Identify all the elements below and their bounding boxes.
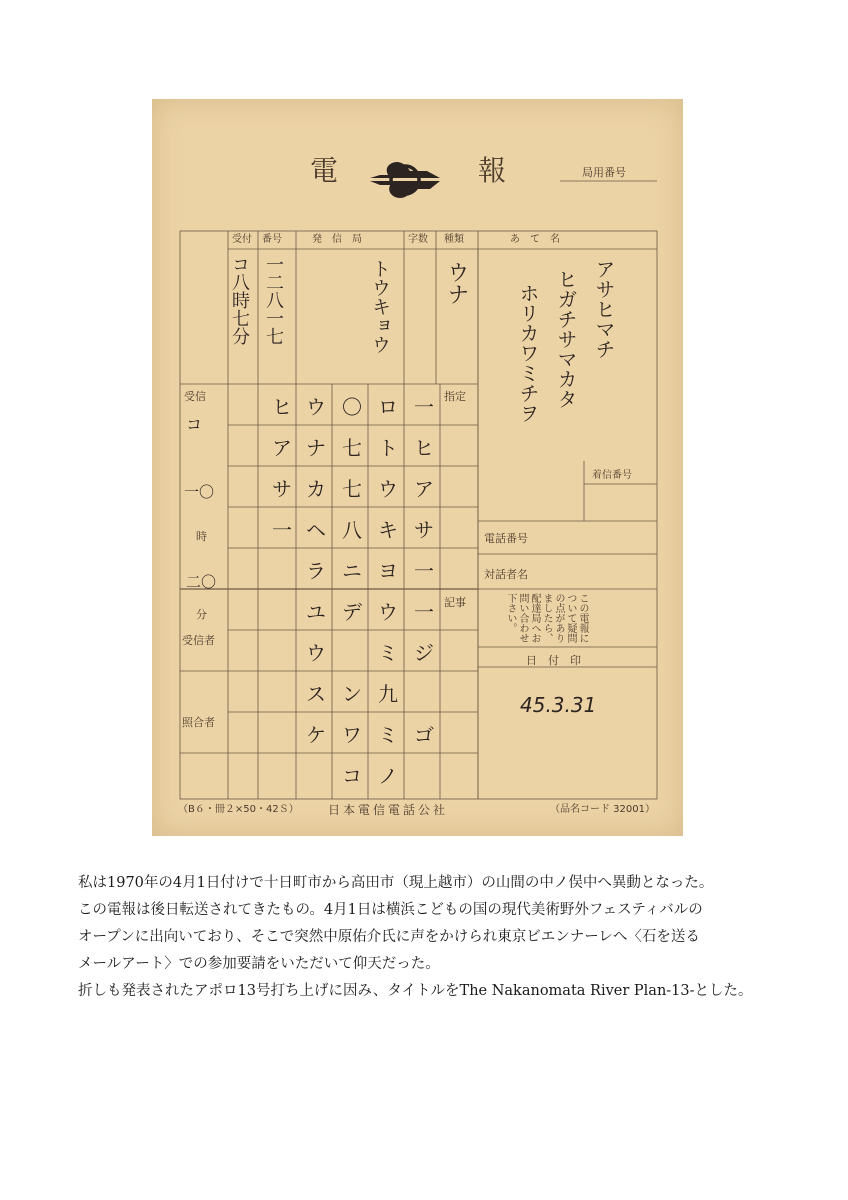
recipient-line-3: ホリカワミチヲ bbox=[516, 283, 540, 423]
label-denwa-bangou: 電話番号 bbox=[484, 532, 528, 545]
caption-line: 折しも発表されたアポロ13号打ち上げに因み、タイトルをThe Nakanomata River Plan-13-とした。 bbox=[78, 983, 753, 999]
grid-char: ナ bbox=[306, 436, 326, 460]
grid-char: 九 bbox=[378, 682, 398, 706]
grid-char: キ bbox=[378, 518, 398, 542]
grid-char: ゴ bbox=[414, 723, 434, 747]
grid-char: サ bbox=[414, 518, 434, 542]
grid-char: ト bbox=[378, 436, 398, 460]
grid-char: カ bbox=[306, 477, 326, 501]
grid-char: 七 bbox=[342, 436, 362, 460]
label-kiji: 記事 bbox=[444, 596, 466, 609]
label-chakushin-bangou: 着信番号 bbox=[592, 470, 632, 481]
grid-char: ミ bbox=[378, 723, 398, 747]
grid-char: コ bbox=[342, 764, 362, 788]
grid-char: ウ bbox=[306, 641, 326, 665]
caption-line: 私は1970年の4月1日付けで十日町市から高田市（現上越市）の山間の中ノ俣中へ異動となった。 bbox=[78, 875, 714, 891]
grid-char: ニ bbox=[342, 559, 362, 583]
grid-char: サ bbox=[272, 477, 292, 501]
label-minute-digit: 二〇 bbox=[186, 573, 217, 591]
label-hour-digit: コ bbox=[186, 415, 203, 434]
grid-char: デ bbox=[342, 600, 362, 624]
grid-char: ヒ bbox=[272, 395, 292, 419]
header-atena: あ て 名 bbox=[510, 234, 560, 245]
title-pou: 報 bbox=[478, 154, 507, 187]
date-stamp: 45.3.31 bbox=[520, 693, 597, 717]
label-hour-digit2: 一〇 bbox=[184, 483, 215, 501]
grid-char: 七 bbox=[342, 477, 362, 501]
header-shurui: 種類 bbox=[444, 234, 464, 245]
grid-char: ス bbox=[306, 682, 326, 706]
grid-char: ノ bbox=[378, 764, 398, 788]
footer-left: （B６・冊２×50・42Ｓ） bbox=[178, 804, 299, 815]
grid-char: ロ bbox=[378, 395, 398, 419]
grid-char: ン bbox=[342, 682, 362, 706]
recipient-line-1: アサヒマチ bbox=[592, 259, 616, 359]
grid-char: ワ bbox=[342, 723, 362, 747]
grid-char: ア bbox=[272, 436, 292, 460]
grid-char: ウ bbox=[378, 477, 398, 501]
grid-char: ミ bbox=[378, 641, 398, 665]
value-shurui: ウナ bbox=[444, 261, 469, 305]
grid-char: 一 bbox=[414, 600, 434, 624]
label-shitei: 指定 bbox=[444, 390, 466, 403]
label-jushin: 受信 bbox=[184, 390, 206, 403]
telegram-form bbox=[152, 99, 683, 836]
value-hasshin-kyoku: トウキョウ bbox=[369, 259, 391, 354]
grid-char: ユ bbox=[306, 600, 326, 624]
grid-char: 一 bbox=[414, 395, 434, 419]
header-jisuu: 字数 bbox=[408, 234, 428, 245]
grid-char: ウ bbox=[306, 395, 326, 419]
grid-char: 一 bbox=[272, 518, 292, 542]
caption-line: メールアート〉での参加要請をいただいて仰天だった。 bbox=[78, 956, 440, 972]
grid-char: ウ bbox=[378, 600, 398, 624]
grid-char: ジ bbox=[414, 641, 434, 665]
value-bangou: 一二八一七 bbox=[263, 255, 284, 345]
footer-right: （品名コード 32001） bbox=[550, 804, 655, 815]
footer-center: 日本電信電話公社 bbox=[328, 803, 449, 817]
grid-char: ラ bbox=[306, 559, 326, 583]
grid-char: ア bbox=[414, 477, 434, 501]
telecom-logo bbox=[370, 162, 440, 198]
grid-char: ケ bbox=[306, 723, 326, 747]
caption-line: この電報は後日転送されてきたもの。4月1日は横浜こどもの国の現代美術野外フェスティバルの bbox=[78, 902, 703, 918]
label-ji: 時 bbox=[196, 530, 207, 543]
label-hizuke-in: 日 付 印 bbox=[526, 654, 581, 667]
grid-char: 一 bbox=[414, 559, 434, 583]
grid-char: 八 bbox=[342, 518, 362, 542]
grid-char: ヒ bbox=[414, 436, 434, 460]
header-uketsuke: 受付 bbox=[232, 234, 252, 245]
grid-char: 〇 bbox=[342, 395, 362, 419]
title-den: 電 bbox=[310, 154, 339, 187]
label-shougousha: 照合者 bbox=[182, 716, 215, 729]
grid-char: ヨ bbox=[378, 559, 398, 583]
caption bbox=[78, 870, 818, 1005]
notice-text: この電報について疑問の点がありましたら、配達局へお問い合わせ下さい。 bbox=[505, 593, 588, 643]
label-jushinsha: 受信者 bbox=[182, 634, 215, 647]
header-hasshin-kyoku: 発 信 局 bbox=[312, 234, 362, 245]
grid-char: ヘ bbox=[306, 518, 326, 542]
label-taiwasha-mei: 対話者名 bbox=[484, 568, 528, 581]
office-use-label: 局用番号 bbox=[582, 166, 626, 179]
recipient-line-2: ヒガチサマカタ bbox=[554, 269, 578, 409]
label-fun: 分 bbox=[196, 608, 207, 621]
header-bangou: 番号 bbox=[262, 234, 282, 245]
caption-line: オープンに出向いており、そこで突然中原佑介氏に声をかけられ東京ビエンナーレへ〈石を送る bbox=[78, 929, 700, 945]
value-uketsuke: コ八時七分 bbox=[229, 255, 250, 345]
